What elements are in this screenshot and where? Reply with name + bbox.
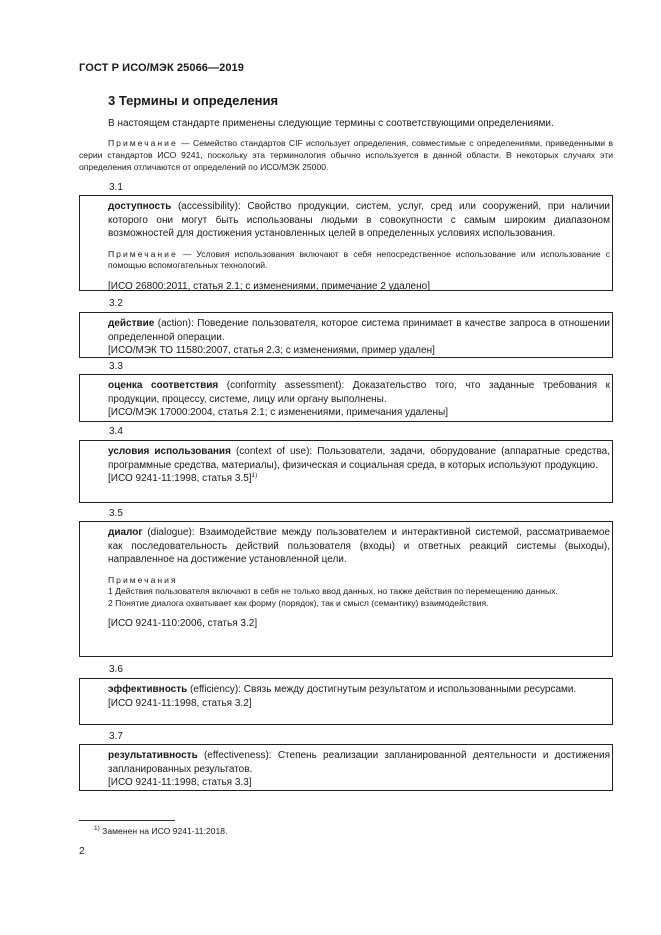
term-definition: эффективность (efficiency): Связь между достигнутым результатом и использованными ресурсами. xyxy=(108,684,577,695)
term-source: [ИСО 9241-11:1998, статья 3.3] xyxy=(108,777,252,788)
general-note xyxy=(79,137,613,174)
term-number: 3.5 xyxy=(109,508,123,519)
term-definition: диалог (dialogue): Взаимодействие между пользователем и интерактивной системой, рассматриваемое как последовательность действий пользователя (входы) и ответных реакций системы (выходы), направленное на достижение установленной цели. xyxy=(108,527,610,565)
footnote-mark: 1) xyxy=(94,825,100,832)
term-source: [ИСО 9241-11:1998, статья 3.2] xyxy=(108,697,252,709)
term-number: 3.2 xyxy=(109,298,123,309)
term-number: 3.3 xyxy=(109,361,123,372)
term-source: [ИСО/МЭК 17000:2004, статья 2.1; с изменениями, примечания удалены] xyxy=(108,407,448,418)
term-notes-label: Примечания xyxy=(108,574,178,585)
term-name: условия использования xyxy=(108,446,231,457)
term-source: [ИСО 9241-11:1998, статья 3.5]$^{1)}$ xyxy=(108,472,258,484)
term-definition: оценка соответствия (conformity assessment): Доказательство того, что заданные требования к продукции, процессу, системе, лицу или органу выполнены. xyxy=(108,380,610,405)
term-number: 3.6 xyxy=(109,664,123,675)
term-entry-conformity-assessment xyxy=(79,374,613,422)
term-name: доступность xyxy=(108,201,172,212)
term-entry-action xyxy=(79,312,613,358)
term-name: действие xyxy=(108,318,155,329)
term-name: эффективность xyxy=(108,684,188,695)
term-definition: доступность (accessibility): Свойство продукции, систем, услуг, сред или сооружений, при наличии которого они могут быть использованы людьми в совокупности с самым широким диапазоном возможностей для достижения установленных целей в определенных условиях использования. xyxy=(108,201,610,239)
term-source: [ИСО/МЭК ТО 11580:2007, статья 2.3; с изменениями, пример удален] xyxy=(108,345,435,356)
term-number: 3.4 xyxy=(109,426,123,437)
page-number: 2 xyxy=(79,845,85,857)
term-name: результативность xyxy=(108,750,198,761)
term-definition: условия использования (context of use): Пользователи, задачи, оборудование (аппаратные средства, программные средства, материалы), физическая и социальная среда, в которых используют продукцию. xyxy=(108,446,610,471)
term-note: 2 Понятие диалога охватывает как форму (порядок), так и смысл (семантику) взаимодействия. xyxy=(108,597,489,608)
footnote-ref: 1) xyxy=(251,472,258,479)
footnote: $^{1)}$ Заменен на ИСО 9241-11:2018. xyxy=(94,825,228,836)
term-entry-efficiency xyxy=(79,678,613,725)
note-text: — Семейство стандартов CIF использует определения, совместимые с определениями, приведенными в серии стандартов ИСО 9241, поскольку эта терминология обычно используется в данной области. В некоторых случаях эти определения отличаются от определений по ИСО/МЭК 25000. xyxy=(79,138,614,173)
intro-paragraph: В настоящем стандарте применены следующие термины с соответствующими определениями. xyxy=(108,118,554,129)
term-number: 3.1 xyxy=(109,182,123,193)
note-label: Примечание xyxy=(108,138,178,148)
term-note: Примечание — Условия использования включают в себя непосредственное использование или использование с помощью вспомогательных технологий. xyxy=(108,248,610,270)
term-number: 3.7 xyxy=(109,731,123,742)
term-name: диалог xyxy=(108,527,143,538)
term-definition: результативность (effectiveness): Степень реализации запланированной деятельности и достижения запланированных результатов. xyxy=(108,750,610,775)
footnote-divider xyxy=(79,820,175,821)
term-entry-context-of-use xyxy=(79,440,613,503)
term-definition: действие (action): Поведение пользователя, которое система принимает в качестве запроса в отношении определенной операции. xyxy=(108,318,610,343)
term-entry-accessibility xyxy=(79,195,613,291)
term-note: 1 Действия пользователя включают в себя не только ввод данных, но также действия по перемещению данных. xyxy=(108,586,558,596)
term-name: оценка соответствия xyxy=(108,380,219,391)
term-source: [ИСО 26800:2011, статья 2.1; с изменениями, примечание 2 удалено] xyxy=(108,280,430,292)
term-source: [ИСО 9241-110:2006, статья 3.2] xyxy=(108,618,258,629)
term-entry-dialogue xyxy=(79,521,613,657)
term-entry-effectiveness xyxy=(79,744,613,791)
section-title: 3 Термины и определения xyxy=(108,93,279,108)
document-header: ГОСТ Р ИСО/МЭК 25066—2019 xyxy=(79,62,244,74)
